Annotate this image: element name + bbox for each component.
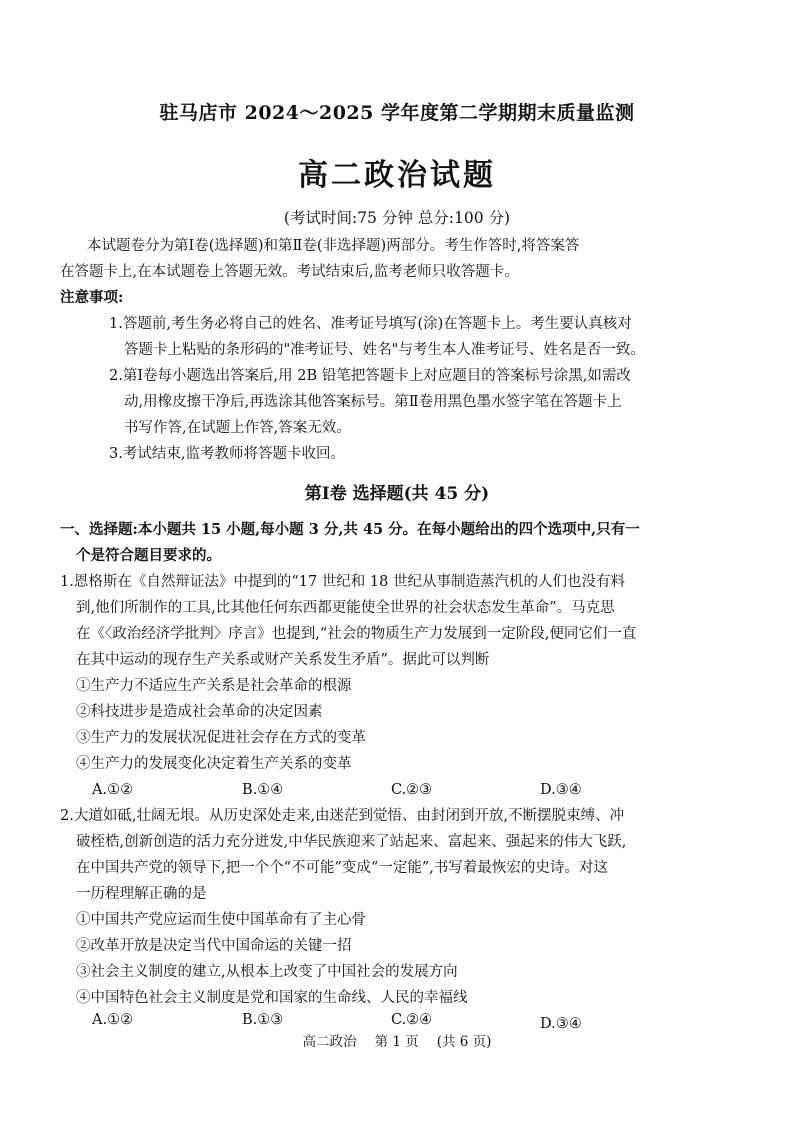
page-title: 高二政治试题 [298, 158, 496, 193]
question-2-stem: 破桎梏,创新创造的活力充分迸发,中华民族迎来了站起来、富起来、强起来的伟大飞跃, [76, 834, 627, 850]
question-1-stem: 在其中运动的现存生产关系或财产关系发生矛盾”。据此可以判断 [76, 652, 490, 668]
question-1-option-b[interactable]: B.①④ [242, 782, 284, 798]
notice-line: 动,用橡皮擦干净后,再选涂其他答案标号。第Ⅱ卷用黑色墨水签字笔在答题卡上 [124, 394, 622, 410]
question-2-option-d[interactable]: D.③④ [540, 1016, 582, 1032]
question-1-stem: 到,他们所制作的工具,比其他任何东西都更能使全世界的社会状态发生革命”。马克思 [76, 600, 615, 616]
question-2-option-c[interactable]: C.②④ [391, 1012, 433, 1028]
question-2-stem: 在中国共产党的领导下,把一个个“不可能”变成“一定能”,书写着最恢宏的史诗。对这 [76, 860, 608, 876]
question-2-option-a[interactable]: A.①② [92, 1012, 134, 1028]
notice-line: 答题卡上粘贴的条形码的"准考证号、姓名"与考生本人准考证号、姓名是否一致。 [124, 342, 645, 358]
notice-heading: 注意事项: [60, 289, 124, 306]
question-2-stem: 一历程理解正确的是 [76, 886, 207, 902]
question-1-statement: ②科技进步是造成社会革命的决定因素 [76, 704, 323, 720]
exam-supertitle: 驻马店市 2024～2025 学年度第二学期期末质量监测 [159, 102, 635, 124]
notice-line: 1.答题前,考生务必将自己的姓名、准考证号填写(涂)在答题卡上。考生要认真核对 [109, 316, 632, 332]
question-1-option-d[interactable]: D.③④ [540, 782, 582, 798]
question-1-option-c[interactable]: C.②③ [391, 782, 433, 798]
question-2-statement: ③社会主义制度的建立,从根本上改变了中国社会的发展方向 [76, 964, 458, 980]
footer-total-pages: (共 6 页) [436, 1034, 492, 1050]
section-instruction: 一、选择题:本小题共 15 小题,每小题 3 分,共 45 分。在每小题给出的四个选项中,只有一 [60, 521, 640, 538]
question-1-option-a[interactable]: A.①② [92, 782, 134, 798]
intro-line: 在答题卡上,在本试题卷上答题无效。考试结束后,监考老师只收答题卡。 [60, 264, 519, 280]
notice-line: 2.第Ⅰ卷每小题选出答案后,用 2B 铅笔把答题卡上对应题目的答案标号涂黑,如需改 [109, 368, 631, 384]
intro-line: 本试题卷分为第Ⅰ卷(选择题)和第Ⅱ卷(非选择题)两部分。考生作答时,将答案答 [87, 238, 580, 254]
footer-subject: 高二政治 [302, 1034, 357, 1050]
notice-line: 书写作答,在试题上作答,答案无效。 [124, 420, 351, 436]
notice-line: 3.考试结束,监考教师将答题卡收回。 [109, 446, 345, 462]
question-2-statement: ②改革开放是决定当代中国命运的关键一招 [76, 938, 352, 954]
question-2-option-b[interactable]: B.①③ [242, 1012, 284, 1028]
page-footer [0, 1030, 794, 1050]
section-instruction: 个是符合题目要求的。 [76, 547, 221, 564]
question-2-statement: ④中国特色社会主义制度是党和国家的生命线、人民的幸福线 [76, 990, 468, 1006]
question-2-statement: ①中国共产党应运而生使中国革命有了主心骨 [76, 912, 366, 928]
question-1-stem: 1.恩格斯在《自然辩证法》中提到的“17 世纪和 18 世纪从事制造蒸汽机的人们也没有料 [60, 574, 625, 590]
question-2-stem: 2.大道如砥,壮阔无垠。从历史深处走来,由迷茫到觉悟、由封闭到开放,不断摆脱束缚、冲 [60, 808, 625, 824]
question-1-stem: 在《〈政治经济学批判〉序言》也提到,“社会的物质生产力发展到一定阶段,便同它们一直 [76, 626, 637, 642]
section-heading: 第Ⅰ卷 选择题(共 45 分) [304, 484, 490, 504]
question-1-statement: ④生产力的发展变化决定着生产关系的变革 [76, 756, 352, 772]
footer-page-number: 第 1 页 [374, 1034, 419, 1050]
exam-info: (考试时间:75 分钟 总分:100 分) [283, 209, 511, 227]
question-1-statement: ①生产力不适应生产关系是社会革命的根源 [76, 678, 352, 694]
question-1-statement: ③生产力的发展状况促进社会存在方式的变革 [76, 730, 366, 746]
